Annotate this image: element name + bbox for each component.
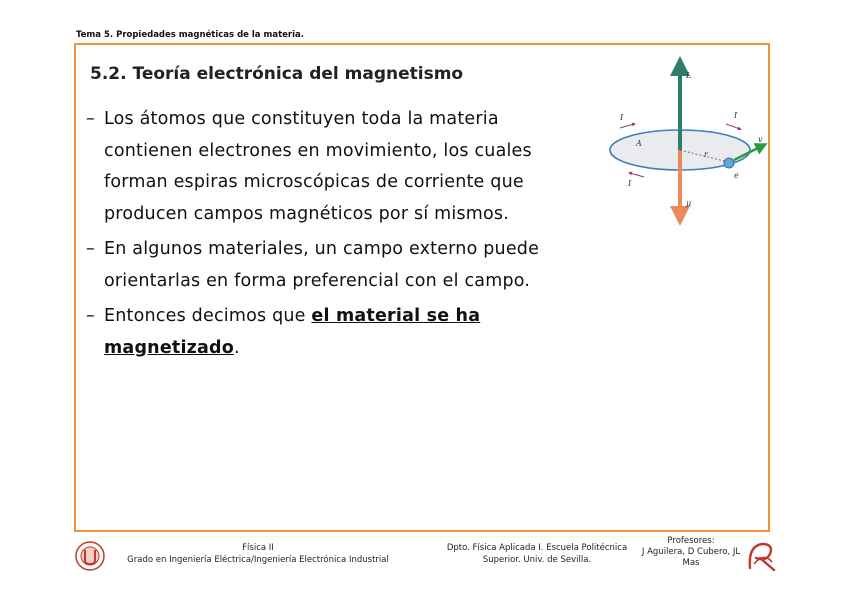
university-seal-logo [74, 540, 106, 572]
current-arrow-bottom-left [630, 173, 644, 177]
footer-department [432, 542, 642, 566]
dept-r-logo [744, 538, 778, 572]
electron [724, 158, 734, 168]
bullet-dash: – [86, 109, 95, 129]
label-I-top-right: I [734, 111, 738, 120]
bullet-dash: – [86, 306, 95, 326]
footer-course [118, 542, 398, 566]
bullet-list [86, 104, 586, 368]
course-name: Física II [242, 543, 274, 553]
label-A: A [636, 139, 642, 148]
label-I-bottom-left: I [628, 179, 632, 188]
label-mu: μ [686, 199, 692, 208]
bullet-text-before: Entonces decimos que [104, 306, 312, 326]
bullet-item [86, 104, 586, 230]
professors-names-1: J Aguilera, D Cubero, JL [641, 547, 741, 557]
professors-label: Profesores: [667, 536, 715, 546]
label-I-top-left: I [620, 113, 624, 122]
footer-professors [636, 536, 746, 569]
current-arrow-top-right [726, 124, 740, 129]
department-line-1: Dpto. Física Aplicada I. Escuela Politécnica [446, 543, 628, 553]
label-v: v [758, 135, 763, 144]
slide-title: 5.2. Teoría electrónica del magnetismo [90, 64, 464, 84]
topic-header: Tema 5. Propiedades magnéticas de la materia. [76, 30, 304, 40]
bullet-item [86, 234, 586, 297]
label-r: r [704, 150, 708, 159]
current-arrow-top-left [620, 124, 634, 128]
atom-orbit-figure [600, 56, 772, 228]
bullet-text: Los átomos que constituyen toda la materia contienen electrones en movimiento, los cuales forman espiras microscópicas de corriente que producen campos magnéticos por sí mismos. [104, 109, 532, 224]
professors-names-2: Mas [682, 558, 700, 568]
highlight-text: el material se ha magnetizado [104, 306, 481, 358]
department-line-2: Superior. Univ. de Sevilla. [482, 555, 592, 565]
degree-name: Grado en Ingeniería Eléctrica/Ingeniería Electrónica Industrial [127, 555, 389, 565]
bullet-text: En algunos materiales, un campo externo puede orientarlas en forma preferencial con el campo. [104, 239, 540, 291]
bullet-text-after: . [234, 337, 240, 358]
footer [0, 536, 848, 596]
bullet-dash: – [86, 239, 95, 259]
label-L: L [686, 71, 692, 80]
label-e: e [734, 171, 739, 180]
bullet-item [86, 301, 586, 364]
